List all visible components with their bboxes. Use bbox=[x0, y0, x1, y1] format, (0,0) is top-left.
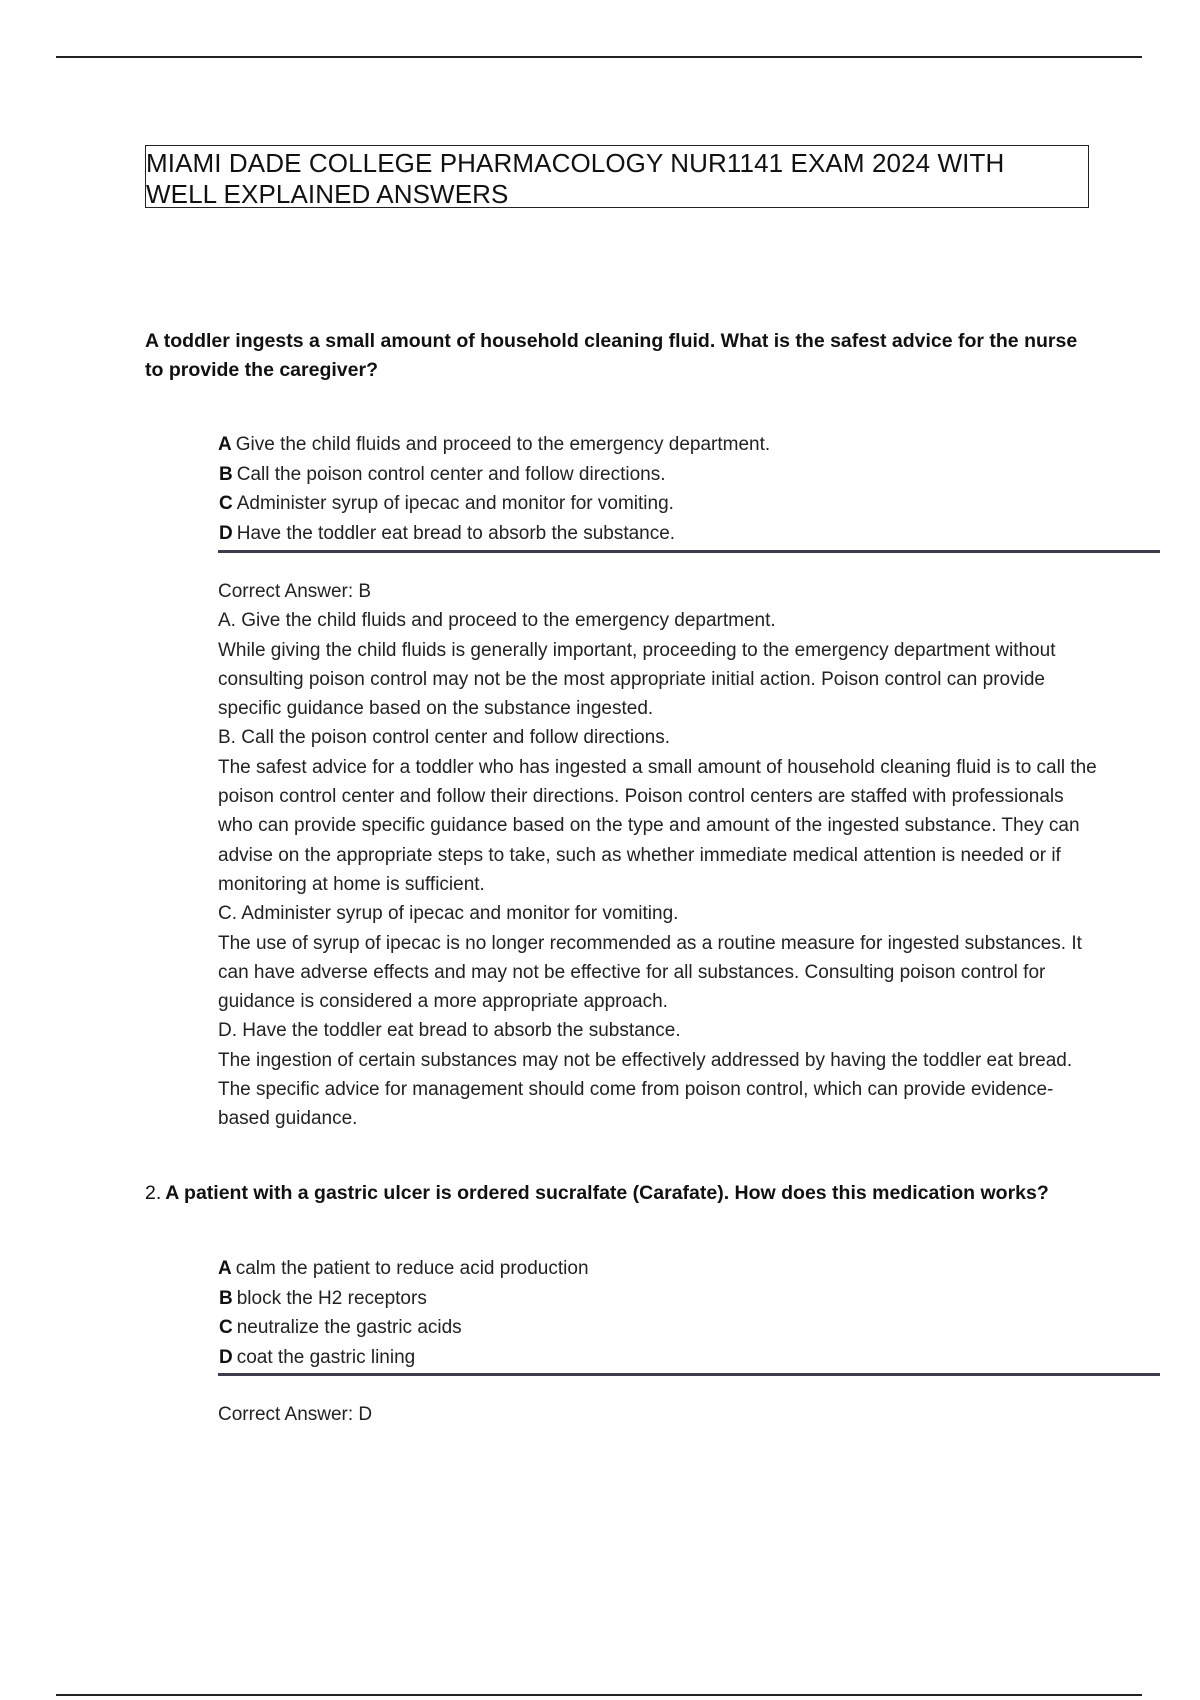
explanation-heading-b: B. Call the poison control center and follow directions. bbox=[218, 727, 671, 749]
answer-divider bbox=[218, 1373, 1160, 1376]
page-top-rule bbox=[56, 56, 1142, 58]
option-letter: C bbox=[219, 1317, 233, 1339]
answer-divider bbox=[218, 550, 1160, 553]
option-text: Have the toddler eat bread to absorb the substance. bbox=[236, 522, 676, 544]
option-text: calm the patient to reduce acid production bbox=[235, 1258, 589, 1279]
explanation-heading-a: A. Give the child fluids and proceed to the emergency department. bbox=[218, 610, 776, 632]
explanation-text-d: The ingestion of certain substances may not be effectively addressed by having the toddler eat bread. The specific advice for management should come from poison control, which can provide evidence-based guidance. bbox=[218, 1049, 1073, 1130]
option-letter: A bbox=[218, 434, 232, 455]
option-c bbox=[218, 1313, 918, 1343]
correct-answer: Correct Answer: B bbox=[218, 581, 372, 602]
explanation-heading-d: D. Have the toddler eat bread to absorb the substance. bbox=[218, 1020, 681, 1042]
question-2-text: A patient with a gastric ulcer is ordered sucralfate (Carafate). How does this medication works? bbox=[165, 1182, 1049, 1204]
option-b bbox=[218, 460, 918, 490]
question-1-answer bbox=[218, 577, 1098, 1134]
explanation-text-c: The use of syrup of ipecac is no longer recommended as a routine measure for ingested substances. It can have adverse effects and may not be effective for all substances. Consulting poison control for guidance is considered a more appropriate approach. bbox=[218, 932, 1082, 1013]
option-text: block the H2 receptors bbox=[236, 1287, 427, 1309]
page-bottom-rule bbox=[56, 1694, 1142, 1696]
option-a bbox=[218, 430, 918, 460]
explanation-text-b: The safest advice for a toddler who has ingested a small amount of household cleaning fluid is to call the poison control center and follow their directions. Poison control centers are staffed with professionals who can provide specific guidance based on the type and amount of the ingested substance. They can advise on the appropriate steps to take, such as whether immediate medical attention is needed or if monitoring at home is sufficient. bbox=[218, 756, 1097, 895]
explanation-heading-c: C. Administer syrup of ipecac and monitor for vomiting. bbox=[218, 903, 679, 925]
option-c bbox=[218, 489, 918, 519]
title-line: MIAMI DADE COLLEGE PHARMACOLOGY NUR1141 EXAM 2024 WITH bbox=[146, 148, 1005, 178]
option-a bbox=[218, 1254, 918, 1284]
option-letter: B bbox=[219, 1287, 233, 1309]
title-line: WELL EXPLAINED ANSWERS bbox=[146, 179, 509, 209]
question-2 bbox=[145, 1179, 1105, 1208]
option-text: neutralize the gastric acids bbox=[236, 1317, 462, 1339]
option-d bbox=[218, 519, 918, 549]
option-text: Call the poison control center and follow directions. bbox=[236, 463, 666, 485]
option-text: Administer syrup of ipecac and monitor for vomiting. bbox=[236, 493, 674, 515]
question-1-options bbox=[218, 430, 918, 548]
question-number: 2. bbox=[145, 1182, 162, 1204]
question-2-answer bbox=[218, 1400, 1098, 1429]
document-title bbox=[145, 145, 1089, 208]
correct-answer: Correct Answer: D bbox=[218, 1404, 373, 1425]
option-letter: A bbox=[218, 1258, 232, 1279]
option-d bbox=[218, 1343, 918, 1373]
explanation-text-a: While giving the child fluids is generally important, proceeding to the emergency department without consulting poison control may not be the most appropriate initial action. Poison control can provide specific guidance based on the substance ingested. bbox=[218, 639, 1056, 720]
option-letter: B bbox=[219, 463, 233, 485]
option-b bbox=[218, 1284, 918, 1314]
option-text: Give the child fluids and proceed to the emergency department. bbox=[235, 434, 771, 455]
option-letter: C bbox=[219, 493, 233, 515]
option-letter: D bbox=[219, 1346, 233, 1368]
question-1-text: A toddler ingests a small amount of household cleaning fluid. What is the safest advice for the nurse to provide the caregiver? bbox=[145, 330, 1078, 381]
option-letter: D bbox=[219, 522, 233, 544]
question-2-options bbox=[218, 1254, 918, 1372]
option-text: coat the gastric lining bbox=[236, 1346, 416, 1368]
